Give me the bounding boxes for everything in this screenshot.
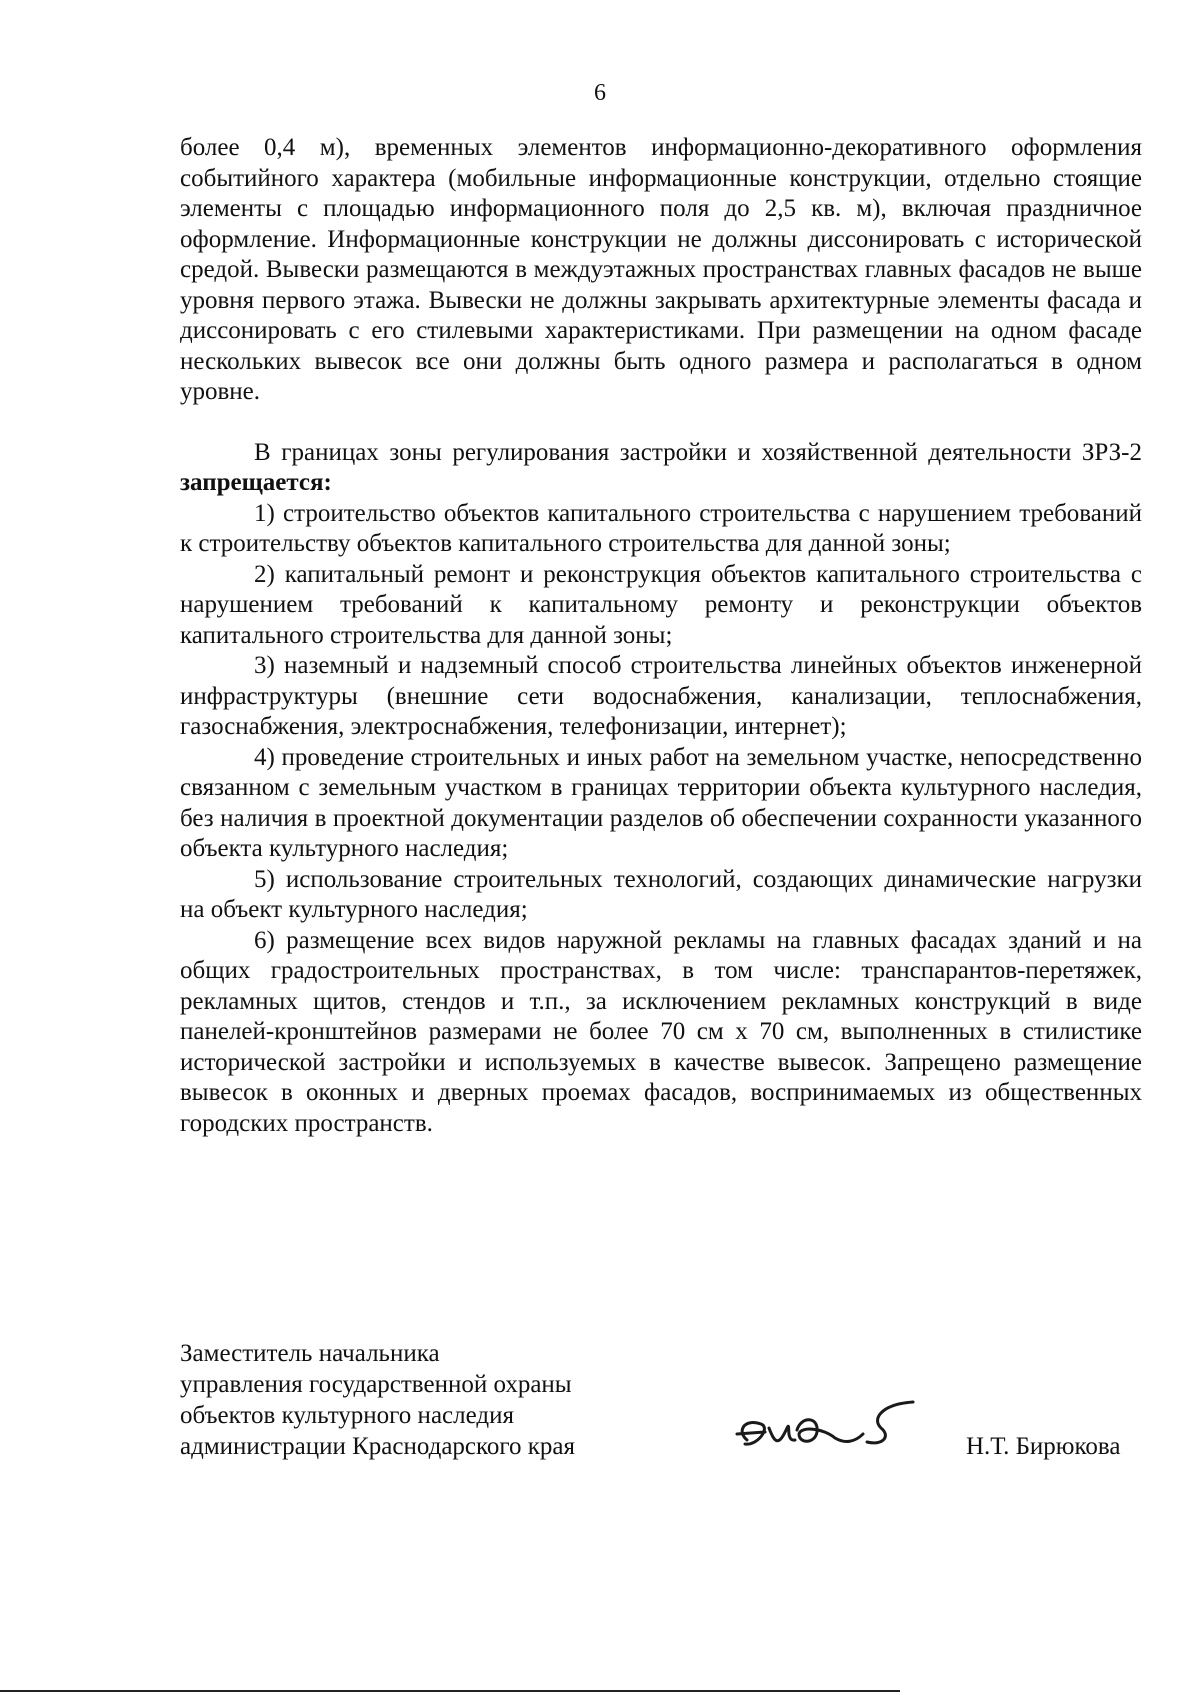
signatory-title-line-1: Заместитель начальника xyxy=(180,1340,440,1367)
paragraph-zone-intro xyxy=(180,438,1142,499)
zone-intro-text: В границах зоны регулирования застройки и хозяйственной деятельности ЗРЗ-2 xyxy=(254,438,1142,466)
document-body xyxy=(180,133,1142,1139)
zone-intro-bold: запрещается: xyxy=(180,469,332,496)
signatory-title-line-2: управления государственной охраны xyxy=(180,1371,572,1398)
signatory-title-line-4: администрации Краснодарского края xyxy=(180,1433,576,1460)
list-item-5: 5) использование строительных технологий, создающих динамические нагрузки на объект культурного наследия; xyxy=(180,865,1142,923)
handwritten-signature xyxy=(735,1388,920,1468)
signatory-title-line-3: объектов культурного наследия xyxy=(180,1402,514,1429)
bottom-divider xyxy=(0,1690,900,1692)
paragraph-continuation: более 0,4 м), временных элементов информационно-декоративного оформления событийного характера (мобильные информационные конструкции, отдельно стоящие элементы с площадью информационного поля до 2,5 кв. м), включая праздничное оформление. Информационные конструкции не должны диссонировать с исторической средой. Вывески размещаются в междуэтажных пространствах главных фасадов не выше уровня первого этажа. Вывески не должны закрывать архитектурные элементы фасада и диссонировать с его стилевыми характеристиками. При размещении на одном фасаде нескольких вывесок все они должны быть одного размера и располагаться в одном уровне. xyxy=(180,134,1142,405)
signatory-title xyxy=(180,1338,575,1462)
list-item-4: 4) проведение строительных и иных работ на земельном участке, непосредственно связанном с земельным участком в границах территории объекта культурного наследия, без наличия в проектной документации разделов об обеспечении сохранности указанного объекта культурного наследия; xyxy=(180,743,1142,862)
list-item-3: 3) наземный и надземный способ строительства линейных объектов инженерной инфраструктуры (внешние сети водоснабжения, канализации, теплоснабжения, газоснабжения, электроснабжения, телефонизации, интернет); xyxy=(180,652,1142,740)
list-item-1: 1) строительство объектов капитального строительства с нарушением требований к строительству объектов капитального строительства для данной зоны; xyxy=(180,499,1142,557)
signatory-name: Н.Т. Бирюкова xyxy=(966,1433,1121,1460)
list-item-2: 2) капитальный ремонт и реконструкция объектов капитального строительства с нарушением требований к капитальному ремонту и реконструкции объектов капитального строительства для данной зоны; xyxy=(180,560,1142,649)
list-item-6: 6) размещение всех видов наружной рекламы на главных фасадах зданий и на общих градостроительных пространствах, в том числе: транспарантов-перетяжек, рекламных щитов, стендов и т.п., за исключением рекламных конструкций в виде панелей-кронштейнов размерами не более 70 см x 70 см, выполненных в стилистике исторической застройки и используемых в качестве вывесок. Запрещено размещение вывесок в оконных и дверных проемах фасадов, воспринимаемых из общественных городских пространств. xyxy=(180,926,1142,1137)
page-number: 6 xyxy=(594,80,606,106)
